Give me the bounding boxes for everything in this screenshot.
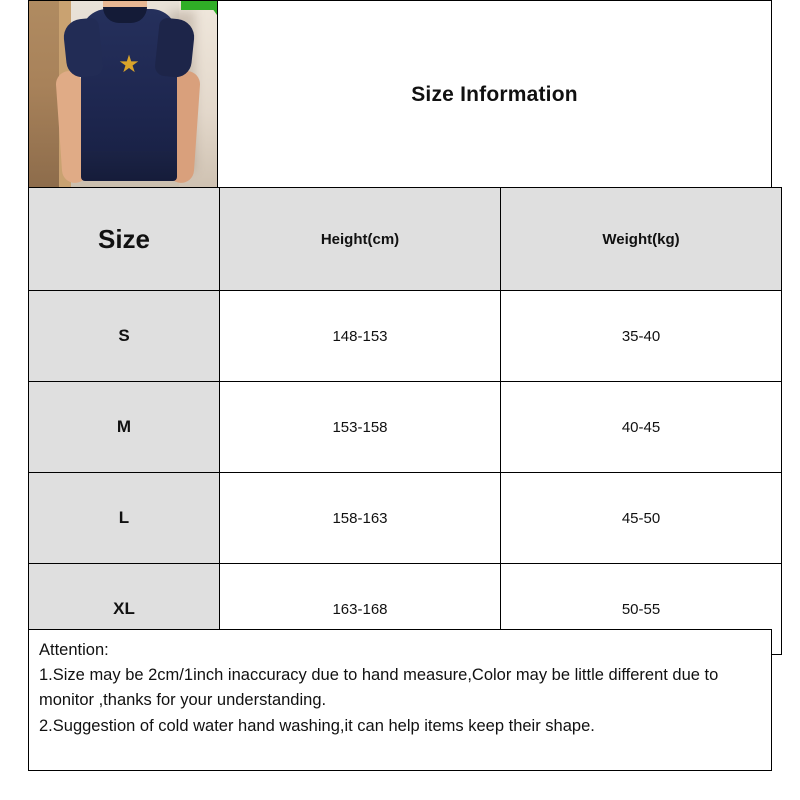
table-row	[29, 382, 782, 473]
attention-heading: Attention:	[39, 641, 109, 659]
attention-box	[28, 629, 772, 771]
table-row	[29, 473, 782, 564]
cell-height: 148-153	[220, 291, 501, 382]
cell-size: M	[29, 382, 220, 473]
cell-size: XL	[29, 564, 220, 655]
cell-height: 158-163	[220, 473, 501, 564]
cell-weight: 50-55	[501, 564, 782, 655]
cell-weight: 40-45	[501, 382, 782, 473]
cell-height: 153-158	[220, 382, 501, 473]
size-table	[28, 187, 782, 655]
header-weight: Weight(kg)	[501, 188, 782, 291]
attention-line-1: 1.Size may be 2cm/1inch inaccuracy due to hand measure,Color may be little different due to monitor ,thanks for your understanding.	[39, 666, 719, 710]
table-row	[29, 291, 782, 382]
title-cell	[217, 1, 771, 188]
table-header-row	[29, 188, 782, 291]
product-photo	[29, 1, 217, 187]
star-icon: ★	[118, 51, 140, 78]
cell-size: S	[29, 291, 220, 382]
tshirt-hem	[81, 151, 177, 181]
page-title: Size Information	[411, 82, 578, 106]
cell-weight: 45-50	[501, 473, 782, 564]
cell-weight: 35-40	[501, 291, 782, 382]
tshirt-sleeve-left	[62, 17, 104, 78]
header-band	[28, 0, 772, 188]
attention-line-2: 2.Suggestion of cold water hand washing,it can help items keep their shape.	[39, 717, 595, 736]
cell-size: L	[29, 473, 220, 564]
header-size: Size	[29, 188, 220, 291]
cell-height: 163-168	[220, 564, 501, 655]
header-height: Height(cm)	[220, 188, 501, 291]
